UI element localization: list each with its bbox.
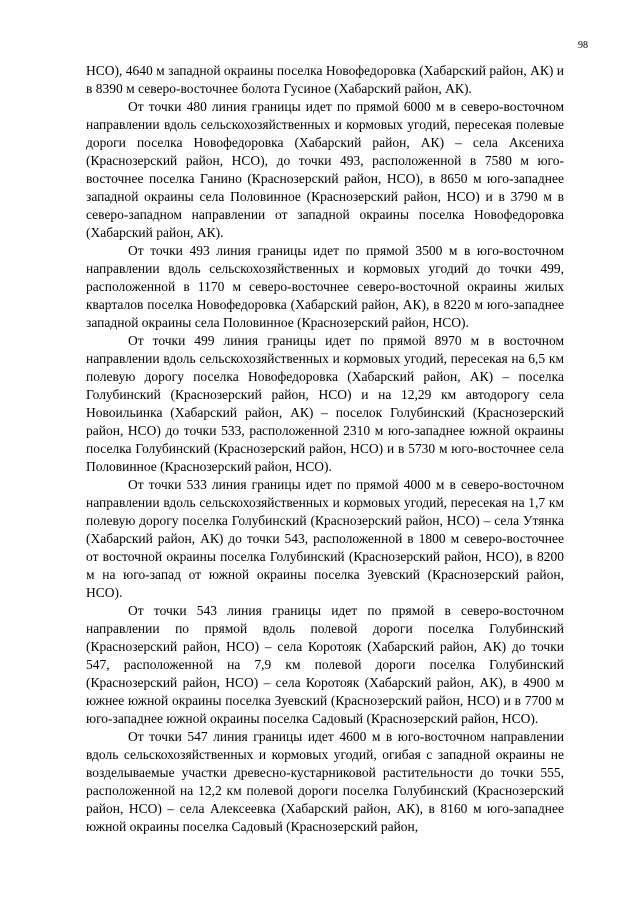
paragraph: От точки 533 линия границы идет по прямой 4000 м в северо-восточном направлении вдоль сельскохозяйственных и кормовых угодий, пересекая на 1,7 км полевую дорогу поселка Голубинский (Краснозерский район, НСО) – села Утянка (Хабарский район, АК) до точки 543, расположенной в 1800 м северо-восточнее от восточной окраины поселка Голубинский (Краснозерский район, НСО), в 8200 м на юго-запад от южной окраины поселка Зуевский (Краснозерский район, НСО).: [86, 477, 564, 600]
paragraph: От точки 547 линия границы идет 4600 м в юго-восточном направлении вдоль сельскохозяйственных и кормовых угодий, огибая с западной окраины не возделываемые участки древесно-кустарниковой растительности до точки 555, расположенной на 12,2 км полевой дороги поселка Голубинский (Краснозерский район, НСО) – села Алексеевка (Хабарский район, АК), в 8160 м юго-западнее южной окраины поселка Садовый (Краснозерский район,: [86, 729, 564, 834]
paragraph: От точки 493 линия границы идет по прямой 3500 м в юго-восточном направлении вдоль сельскохозяйственных и кормовых угодий до точки 499, расположенной в 1170 м северо-восточнее северо-восточной окраины жилых кварталов поселка Новофедоровка (Хабарский район, АК), в 8220 м юго-западнее западной окраины села Половинное (Краснозерский район, НСО).: [86, 243, 564, 330]
paragraph: НСО), 4640 м западной окраины поселка Новофедоровка (Хабарский район, АК) и в 8390 м северо-восточнее болота Гусиное (Хабарский район, АК).: [86, 63, 564, 96]
paragraph: От точки 543 линия границы идет по прямой в северо-восточном направлении по прямой вдоль полевой дороги поселка Голубинский (Краснозерский район, НСО) – села Коротояк (Хабарский район, АК) до точки 547, расположенной на 7,9 км полевой дороги поселка Голубинский (Краснозерский район, НСО) – села Коротояк (Хабарский район, АК), в 4900 м южнее южной окраины поселка Зуевский (Краснозерский район, НСО) и в 7700 м юго-западнее южной окраины поселка Садовый (Краснозерский район, НСО).: [86, 603, 564, 726]
paragraph: От точки 499 линия границы идет по прямой 8970 м в восточном направлении вдоль сельскохозяйственных и кормовых угодий, пересекая на 6,5 км полевую дорогу поселка Новофедоровка (Хабарский район, АК) – поселка Голубинский (Краснозерский район, НСО) и на 12,29 км автодорогу села Новоильинка (Хабарский район, АК) – поселок Голубинский (Краснозерский район, НСО) до точки 533, расположенной 2310 м юго-западнее южной окраины поселка Голубинский (Краснозерский район, НСО) и в 5730 м юго-восточнее села Половинное (Краснозерский район, НСО).: [86, 333, 564, 474]
page-number: 98: [578, 40, 588, 51]
document-body: [86, 62, 564, 836]
paragraph: От точки 480 линия границы идет по прямой 6000 м в северо-восточном направлении вдоль сельскохозяйственных и кормовых угодий, пересекая полевые дороги поселка Новофедоровка (Хабарский район, АК) – села Аксениха (Краснозерский район, НСО), до точки 493, расположенной в 7580 м юго-восточнее поселка Ганино (Краснозерский район, НСО), в 8650 м юго-западнее западной окраины села Половинное (Краснозерский район, НСО) и в 3790 м в северо-западном направлении от западной окраины поселка Новофедоровка (Хабарский район, АК).: [86, 99, 564, 240]
